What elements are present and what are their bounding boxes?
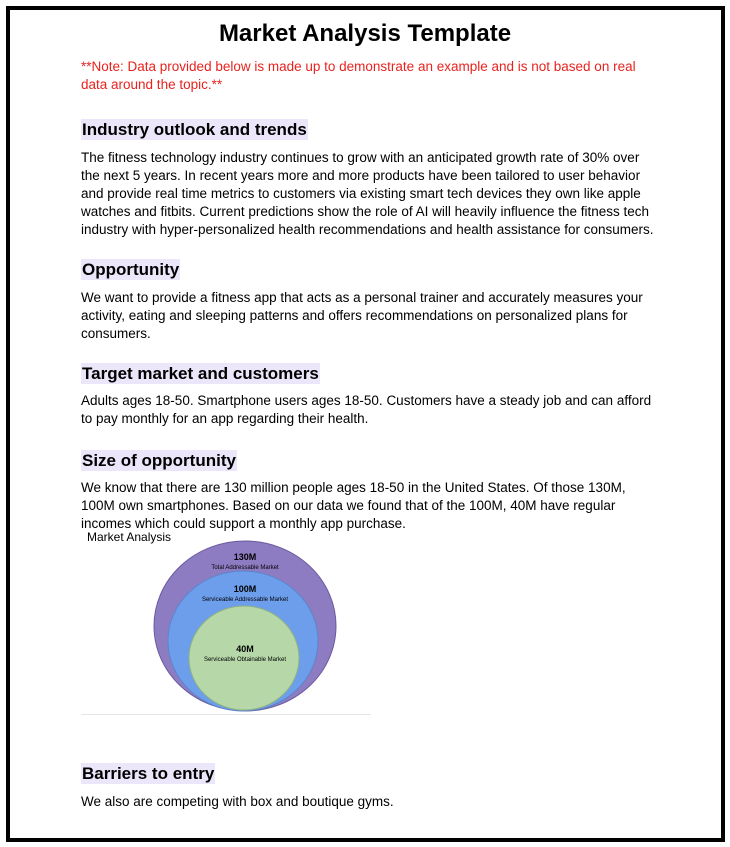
tam-value: 130M xyxy=(233,552,257,562)
disclaimer-note: **Note: Data provided below is made up to demonstrate an example and is not based on real data around the topic.** xyxy=(81,59,636,92)
page-title: Market Analysis Template xyxy=(218,20,512,47)
section-body-barriers: We also are competing with box and boutique gyms. xyxy=(81,794,394,809)
market-circles-svg xyxy=(81,528,371,720)
tam-label: Total Addressable Market xyxy=(211,565,279,571)
chart-title: Market Analysis xyxy=(87,530,172,544)
market-analysis-chart xyxy=(81,528,371,720)
sam-label: Serviceable Addressable Market xyxy=(201,597,289,603)
som-value: 40M xyxy=(236,644,254,654)
chart-divider xyxy=(81,714,371,715)
sam-value: 100M xyxy=(233,584,257,594)
section-body-opportunity: We want to provide a fitness app that acts as a personal trainer and accurately measures your activity, eating and sleeping patterns and offers recommendations on personalized plans for consumers. xyxy=(81,290,643,341)
som-label: Serviceable Obtainable Market xyxy=(203,657,287,663)
section-body-size-of-opportunity: We know that there are 130 million people ages 18-50 in the United States. Of those 130M, 100M own smartphones. Based on our data we found that of the 100M, 40M have regular incomes which could support a monthly app purchase. xyxy=(81,480,626,531)
section-heading-barriers: Barriers to entry xyxy=(82,764,215,783)
section-heading-size-of-opportunity: Size of opportunity xyxy=(82,451,236,470)
section-heading-opportunity: Opportunity xyxy=(82,260,180,279)
section-heading-industry-outlook: Industry outlook and trends xyxy=(82,120,307,139)
section-body-industry-outlook: The fitness technology industry continues to grow with an anticipated growth rate of 30% over the next 5 years. In recent years more and more products have been tailored to user behavior and provide real time metrics to customers via existing smart tech devices they own like apple watches and fitbits. Current predictions show the role of AI will heavily influence the fitness tech industry with hyper-personalized health recommendations and health assistance for consumers. xyxy=(81,150,654,237)
section-heading-target-market: Target market and customers xyxy=(82,364,319,383)
section-body-target-market: Adults ages 18-50. Smartphone users ages 18-50. Customers have a steady job and can afford to pay monthly for an app regarding their health. xyxy=(81,393,652,426)
